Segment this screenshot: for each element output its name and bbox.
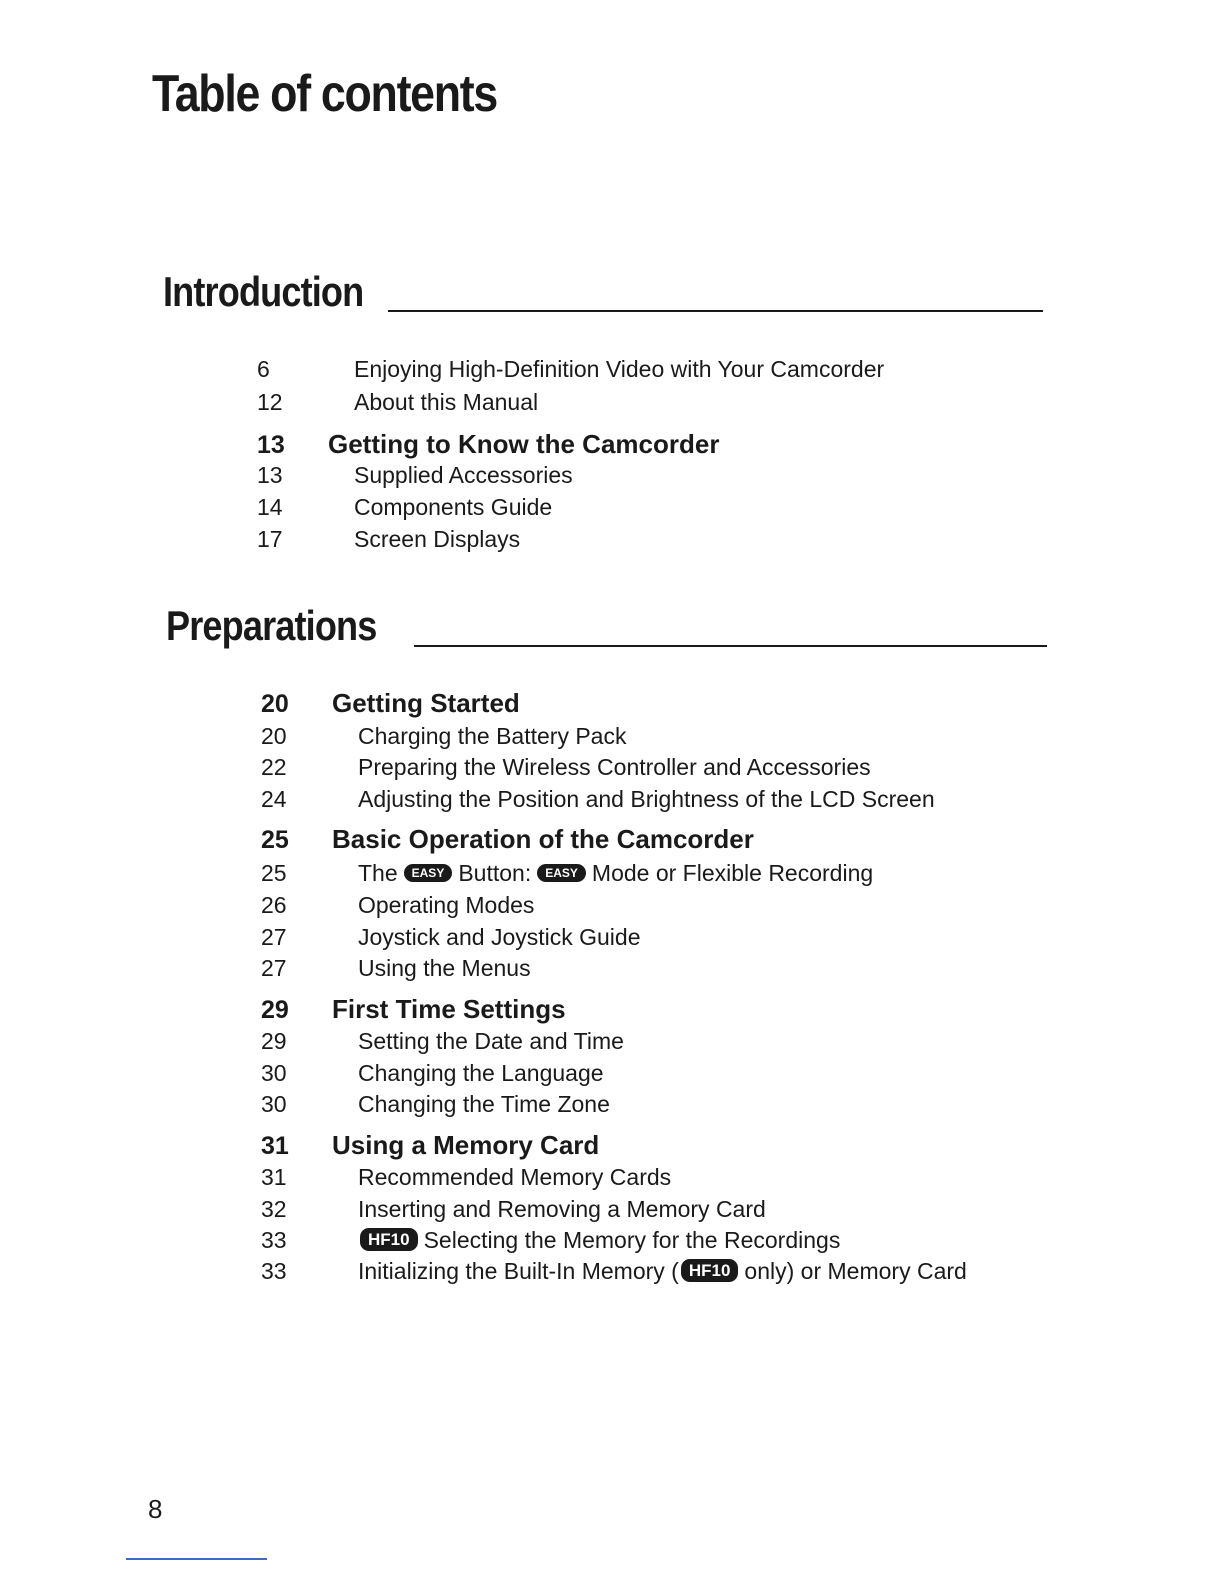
toc-chapter-title: Getting to Know the Camcorder: [328, 429, 720, 459]
page-number: 8: [148, 1494, 163, 1524]
toc-page-number: 32: [261, 1196, 287, 1222]
toc-page-number: 12: [257, 389, 283, 415]
toc-entry-title: Supplied Accessories: [354, 462, 573, 488]
toc-page-number: 27: [261, 924, 287, 950]
toc-entry-title: Operating Modes: [358, 892, 535, 918]
toc-page-number: 20: [261, 690, 289, 718]
toc-entry-title-part: Button:: [458, 860, 532, 886]
toc-entry-title: Setting the Date and Time: [358, 1028, 624, 1054]
toc-entry-title-part: The: [358, 860, 398, 886]
toc-page-number: 26: [261, 892, 287, 918]
toc-page-number: 33: [261, 1258, 287, 1284]
toc-entry-title: Enjoying High-Definition Video with Your Camcorder: [354, 356, 885, 382]
toc-entry-title: Charging the Battery Pack: [358, 723, 627, 749]
easy-button-icon: EASY: [404, 864, 453, 882]
toc-chapter-title: Basic Operation of the Camcorder: [332, 824, 754, 854]
toc-page-number: 13: [257, 431, 285, 459]
section-heading-introduction: [163, 268, 396, 316]
toc-entry-title-part: only) or Memory Card: [744, 1258, 967, 1284]
toc-entry-title: Components Guide: [354, 494, 553, 520]
toc-page-number: 27: [261, 955, 287, 981]
toc-page-number: 20: [261, 723, 287, 749]
toc-entry-title: Changing the Time Zone: [358, 1091, 610, 1117]
footer-rule: [126, 1558, 267, 1560]
toc-page-number: 31: [261, 1164, 287, 1190]
toc-page-number: 6: [257, 356, 270, 382]
toc-page-number: 14: [257, 494, 283, 520]
toc-entry-title: Preparing the Wireless Controller and Accessories: [358, 754, 871, 780]
toc-entry-title: Joystick and Joystick Guide: [358, 924, 641, 950]
toc-page-number: 13: [257, 462, 283, 488]
toc-entry-title: Changing the Language: [358, 1060, 604, 1086]
toc-page-number: 30: [261, 1060, 287, 1086]
toc-entry-title: About this Manual: [354, 389, 539, 415]
toc-chapter-title: First Time Settings: [332, 994, 566, 1024]
easy-mode-icon: EASY: [537, 864, 586, 882]
toc-page-number: 29: [261, 996, 289, 1024]
section-heading-preparations-text: Preparations: [166, 602, 377, 649]
toc-chapter-title: Getting Started: [332, 688, 520, 718]
section-rule-introduction: [388, 310, 1043, 312]
toc-page-number: 29: [261, 1028, 287, 1054]
toc-entry-title: [358, 860, 873, 887]
toc-entry-title: [358, 1258, 967, 1285]
toc-entry-title: Recommended Memory Cards: [358, 1164, 672, 1190]
toc-entry-title-part: Mode or Flexible Recording: [591, 860, 874, 886]
hf10-icon: HF10: [681, 1259, 739, 1282]
toc-page-number: 33: [261, 1227, 287, 1253]
toc-entry-title-part: Selecting the Memory for the Recordings: [423, 1227, 841, 1253]
toc-entry-title: Screen Displays: [354, 526, 521, 552]
toc-page-number: 17: [257, 526, 283, 552]
toc-page-number: 30: [261, 1091, 287, 1117]
toc-entry-title: Inserting and Removing a Memory Card: [358, 1196, 766, 1222]
toc-entry-title: Using the Menus: [358, 955, 531, 981]
toc-page-number: 31: [261, 1132, 289, 1160]
hf10-icon: HF10: [360, 1228, 418, 1251]
toc-page-number: 25: [261, 860, 287, 886]
toc-page-number: 24: [261, 786, 287, 812]
toc-chapter-title: Using a Memory Card: [332, 1130, 600, 1160]
page-title: Table of contents: [152, 65, 497, 123]
section-rule-preparations: [414, 645, 1047, 647]
toc-entry-title-part: Initializing the Built-In Memory (: [358, 1258, 679, 1284]
toc-entry-title: [358, 1227, 840, 1254]
section-heading-preparations: [166, 602, 411, 650]
section-heading-introduction-text: Introduction: [163, 268, 364, 315]
toc-page-number: 25: [261, 826, 289, 854]
toc-page-number: 22: [261, 754, 287, 780]
toc-entry-title: Adjusting the Position and Brightness of the LCD Screen: [358, 786, 935, 812]
